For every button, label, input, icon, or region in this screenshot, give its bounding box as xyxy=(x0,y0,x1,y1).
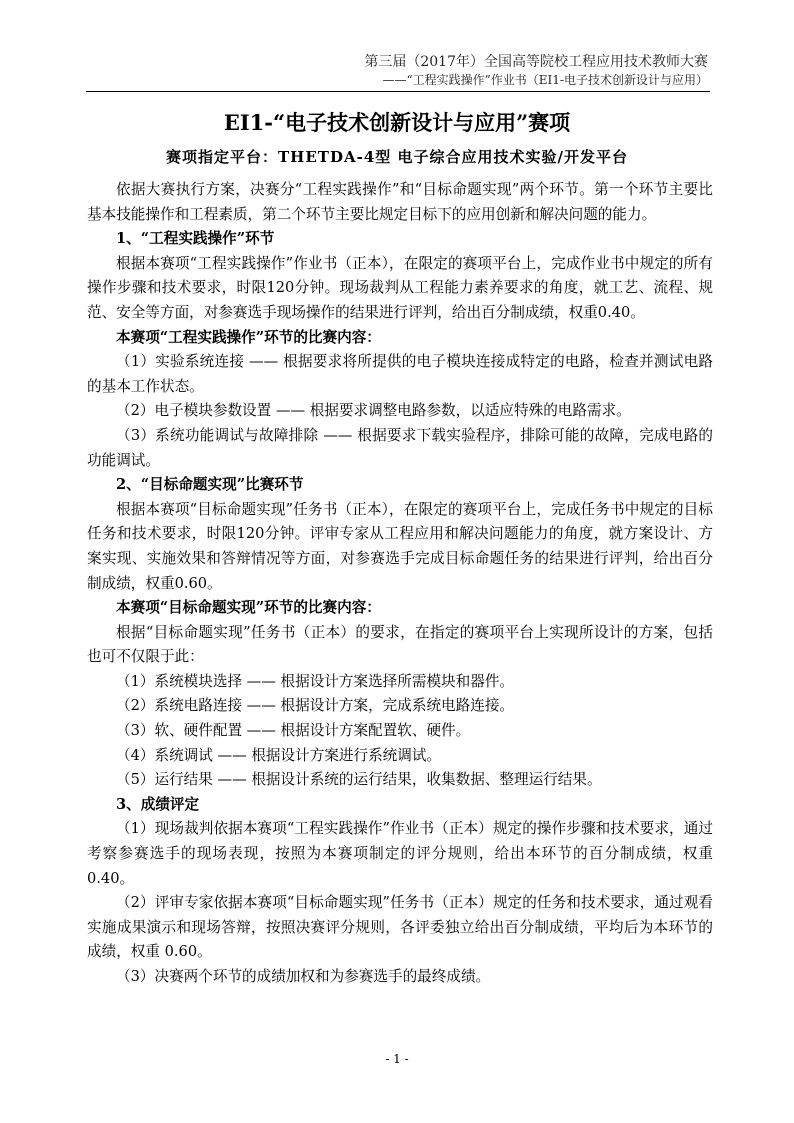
body-paragraph: （1）系统模块选择 —— 根据设计方案选择所需模块和器件。 xyxy=(116,672,515,690)
section-heading: 本赛项“目标命题实现”环节的比赛内容： xyxy=(116,599,381,617)
body-paragraph: （3）软、硬件配置 —— 根据设计方案配置软、硬件。 xyxy=(116,722,471,740)
section-heading: 2、“目标命题实现”比赛环节 xyxy=(116,476,304,494)
section-heading: 1、“工程实践操作”环节 xyxy=(116,230,275,248)
body-paragraph: （3）决赛两个环节的成绩加权和为参赛选手的最终成绩。 xyxy=(116,968,491,985)
body-paragraph: （2）评审专家依据本赛项“目标命题实现”任务书（正本）规定的任务和技术要求，通过观看实施成果演示和现场答辩，按照决赛评分规则，各评委独立给出百分制成绩，平均后为本环节的成绩，权重 0.60。 xyxy=(87,894,713,961)
body-paragraph: （5）运行结果 —— 根据设计系统的运行结果，收集数据、整理运行结果。 xyxy=(116,771,602,789)
page-number: - 1 - xyxy=(385,1052,409,1066)
platform-subtitle: 赛项指定平台：THETDA-4型 电子综合应用技术实验/开发平台 xyxy=(166,148,628,166)
header-competition-title: 第三届（2017年）全国高等院校工程应用技术教师大赛 xyxy=(364,54,708,70)
body-paragraph: （3）系统功能调试与故障排除 —— 根据要求下载实验程序，排除可能的故障，完成电路的功能调试。 xyxy=(87,426,713,469)
section-heading: 3、成绩评定 xyxy=(116,795,200,813)
body-paragraph: （2）电子模块参数设置 —— 根据要求调整电路参数，以适应特殊的电路需求。 xyxy=(116,402,631,420)
body-paragraph: 根据“目标命题实现”任务书（正本）的要求，在指定的赛项平台上实现所设计的方案，包括也可不仅限于此： xyxy=(87,623,713,666)
document-body xyxy=(87,178,713,990)
body-paragraph: 根据本赛项“工程实践操作”作业书（正本），在限定的赛项平台上，完成作业书中规定的所有操作步骤和技术要求，时限120分钟。现场裁判从工程能力素养要求的角度，就工艺、流程、规范、安全等方面，对参赛选手现场操作的结果进行评判，给出百分制成绩，权重0.40。 xyxy=(87,254,713,321)
section-heading: 本赛项“工程实践操作”环节的比赛内容： xyxy=(116,328,381,346)
body-paragraph: （1）实验系统连接 —— 根据要求将所提供的电子模块连接成特定的电路，检查并测试电路的基本工作状态。 xyxy=(87,353,713,395)
header-document-subtitle: ——“工程实践操作”作业书（EI1-电子技术创新设计与应用） xyxy=(382,73,708,87)
header-divider xyxy=(86,91,710,92)
document-title: EI1-“电子技术创新设计与应用”赛项 xyxy=(223,110,571,135)
body-paragraph: （4）系统调试 —— 根据设计方案进行系统调试。 xyxy=(116,746,442,764)
page-header xyxy=(364,52,708,89)
body-paragraph: 依据大赛执行方案，决赛分“工程实践操作”和“目标命题实现”两个环节。第一个环节主要比基本技能操作和工程素质，第二个环节主要比规定目标下的应用创新和解决问题的能力。 xyxy=(87,181,713,223)
body-paragraph: （2）系统电路连接 —— 根据设计方案，完成系统电路连接。 xyxy=(116,697,515,715)
body-paragraph: 根据本赛项“目标命题实现”任务书（正本），在限定的赛项平台上，完成任务书中规定的目标任务和技术要求，时限120分钟。评审专家从工程应用和解决问题能力的角度，就方案设计、方案实现、实施效果和答辩情况等方面，对参赛选手完成目标命题任务的结果进行评判，给出百分制成绩，权重0.60。 xyxy=(87,500,713,592)
body-paragraph: （1）现场裁判依据本赛项“工程实践操作”作业书（正本）规定的操作步骤和技术要求，通过考察参赛选手的现场表现，按照为本赛项制定的评分规则，给出本环节的百分制成绩，权重 0.40。 xyxy=(87,820,713,887)
